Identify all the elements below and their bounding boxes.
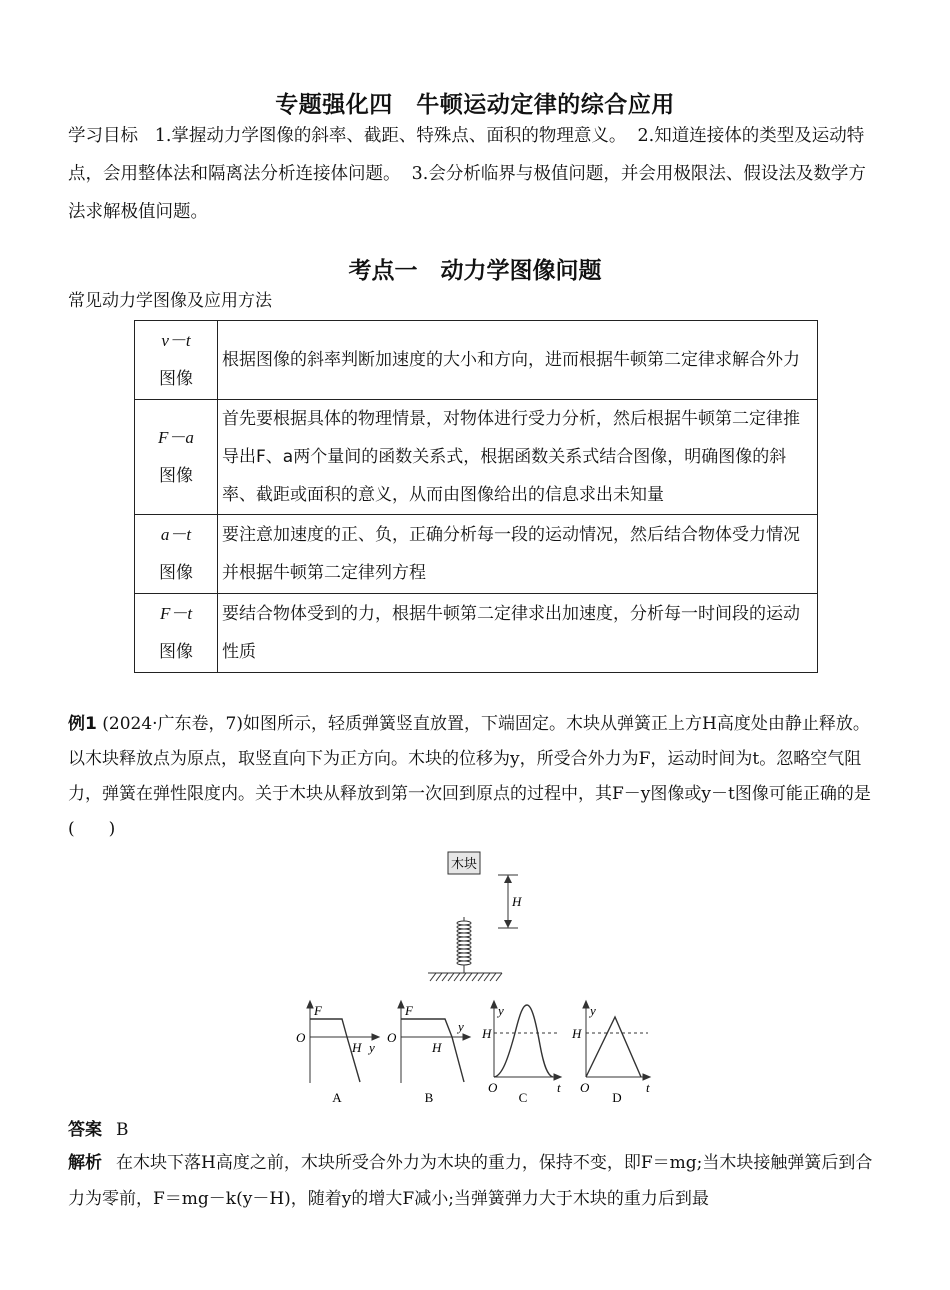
graph-d-origin: O — [580, 1080, 590, 1095]
table-value: 要注意加速度的正、负，正确分析每一段的运动情况，然后结合物体受力情况并根据牛顿第二定律列方程 — [218, 515, 818, 594]
graph-a-label: A — [332, 1090, 342, 1105]
table-key: F－t 图像 — [135, 594, 218, 673]
table-value: 要结合物体受到的力，根据牛顿第二定律求出加速度，分析每一时间段的运动性质 — [218, 594, 818, 673]
graph-a-xaxis: y — [369, 1040, 375, 1055]
graph-b-yaxis: F — [405, 1003, 413, 1018]
analysis — [68, 1145, 883, 1217]
objective-3: 3.会分析临界与极值问题，并会用极限法、假设法及数学方法求解极值问题。 — [68, 164, 866, 222]
graph-c-yaxis: y — [498, 1003, 504, 1018]
graph-c-xaxis: t — [557, 1080, 561, 1095]
section-title: 考点一 动力学图像问题 — [348, 258, 602, 284]
table-row — [135, 321, 818, 400]
example-source: (2024·广东卷，7) — [102, 714, 243, 734]
objectives-label: 学习目标 — [68, 126, 138, 146]
spring — [457, 917, 471, 973]
objective-2: 2.知道连接体的类型及运动特点，会用整体法和隔离法分析连接体问题。 — [68, 126, 865, 184]
section-subtitle: 常见动力学图像及应用方法 — [68, 291, 272, 311]
graph-c-mark: H — [482, 1026, 492, 1041]
graph-d-yaxis: y — [590, 1003, 596, 1018]
ground — [428, 973, 502, 981]
table-key: F－a 图像 — [135, 400, 218, 515]
graph-a-yaxis: F — [314, 1003, 322, 1018]
objective-1: 1.掌握动力学图像的斜率、截距、特殊点、面积的物理意义。 — [154, 126, 627, 146]
graph-a-origin: O — [296, 1030, 306, 1045]
table-key: a－t 图像 — [135, 515, 218, 594]
graph-d-mark: H — [572, 1026, 582, 1041]
graph-a-mark: H — [352, 1040, 362, 1055]
answer-label: 答案 — [68, 1120, 102, 1140]
analysis-label: 解析 — [68, 1153, 102, 1173]
page-title: 专题强化四 牛顿运动定律的综合应用 — [275, 92, 675, 118]
example-figure — [280, 845, 680, 1110]
answer — [68, 1115, 129, 1140]
graph-c-label: C — [518, 1090, 528, 1105]
methods-table — [134, 320, 818, 673]
example-text: 如图所示，轻质弹簧竖直放置，下端固定。木块从弹簧正上方H高度处由静止释放。以木块释放点为原点，取竖直向下为正方向。木块的位移为y，所受合外力为F，运动时间为t。忽略空气阻力，弹簧在弹性限度内。关于木块从释放到第一次回到原点的过程中，其F－y图像或y－t图像可能正确的是( ) — [68, 714, 871, 839]
table-value: 首先要根据具体的物理情景，对物体进行受力分析，然后根据牛顿第二定律推导出F、a两个量间的函数关系式，根据函数关系式结合图像，明确图像的斜率、截距或面积的意义，从而由图像给出的信息求出未知量 — [218, 400, 818, 515]
example-1 — [68, 707, 883, 847]
table-row — [135, 400, 818, 515]
graph-b-label: B — [424, 1090, 434, 1105]
graph-b-xaxis: y — [458, 1019, 464, 1034]
graph-d-xaxis: t — [646, 1080, 650, 1095]
analysis-text: 在木块下落H高度之前，木块所受合外力为木块的重力，保持不变，即F＝mg;当木块接触弹簧后到合力为零前，F＝mg－k(y－H)，随着y的增大F减小;当弹簧弹力大于木块的重力后到最 — [68, 1153, 873, 1209]
table-row — [135, 594, 818, 673]
example-label: 例1 — [68, 714, 97, 734]
h-label: H — [512, 894, 522, 909]
graph-b-origin: O — [387, 1030, 397, 1045]
graph-d-label: D — [612, 1090, 622, 1105]
table-value: 根据图像的斜率判断加速度的大小和方向，进而根据牛顿第二定律求解合外力 — [218, 321, 818, 400]
graph-c-origin: O — [488, 1080, 498, 1095]
table-key: v－t 图像 — [135, 321, 218, 400]
answer-value: B — [116, 1120, 129, 1140]
learning-objectives — [68, 117, 883, 231]
graph-b-mark: H — [432, 1040, 442, 1055]
block-label: 木块 — [450, 857, 478, 872]
table-row — [135, 515, 818, 594]
